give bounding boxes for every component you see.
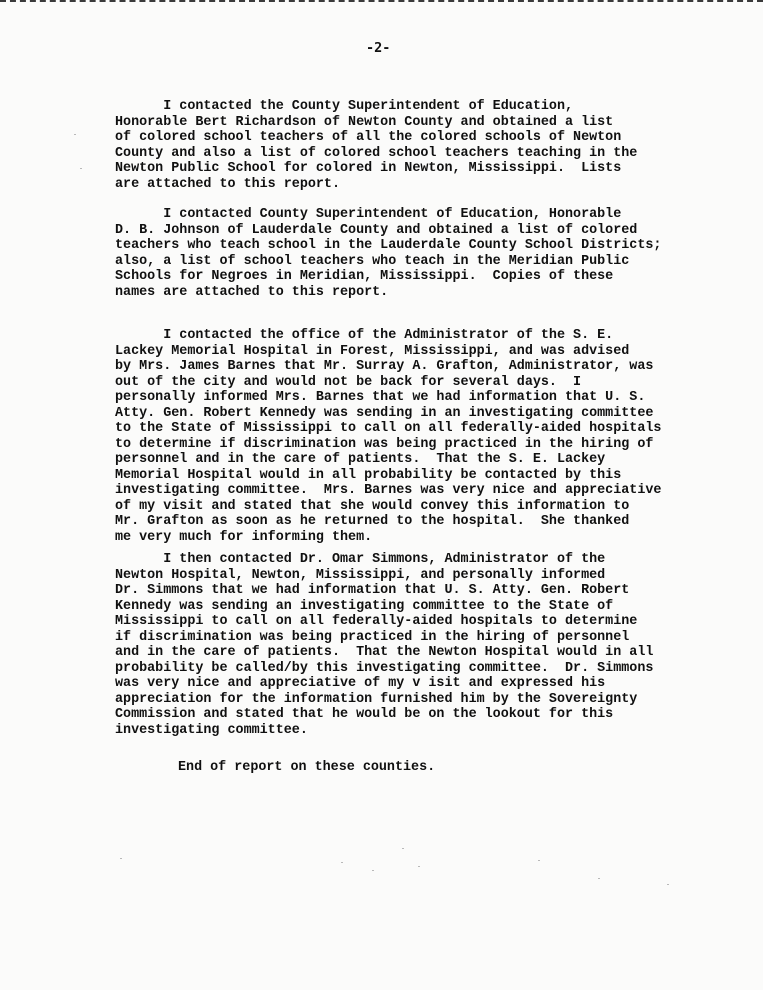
text-line: are attached to this report. [115,176,340,192]
text-line: Honorable Bert Richardson of Newton County and obtained a list [115,114,614,130]
text-line: of my visit and stated that she would convey this information to [115,498,630,514]
text-line: County and also a list of colored school teachers teaching in the [115,145,638,161]
text-line: appreciation for the information furnished him by the Sovereignty [115,691,638,707]
text-line: me very much for informing them. [115,529,373,545]
scan-noise [538,860,540,861]
text-line: I then contacted Dr. Omar Simmons, Administrator of the [115,552,606,567]
text-line: of colored school teachers of all the colored schools of Newton [115,130,622,145]
text-line: investigating committee. [115,722,308,738]
text-line: I contacted the County Superintendent of Education, [115,99,574,114]
text-line: Lackey Memorial Hospital in Forest, Mississippi, and was advised [115,343,630,359]
paragraph-4 [115,552,715,738]
scan-noise [74,134,76,135]
text-line: names are attached to this report. [115,284,389,300]
text-line: to determine if discrimination was being practiced in the hiring of [115,436,654,452]
closing-line: End of report on these counties. [178,760,436,775]
text-line: Dr. Simmons that we had information that U. S. Atty. Gen. Robert [115,583,630,598]
text-line: Atty. Gen. Robert Kennedy was sending in an investigating committee [115,405,654,421]
paragraph-2 [115,207,715,300]
scan-noise [667,884,669,885]
text-line: probability be called/by this investigating committee. Dr. Simmons [115,660,654,676]
text-line: teachers who teach school in the Lauderdale County School Districts; [115,238,662,253]
text-line: personnel and in the care of patients. That the S. E. Lackey [115,452,606,467]
scan-noise [120,858,122,859]
text-line: Newton Hospital, Newton, Mississippi, and personally informed [115,567,606,583]
text-line: Mississippi to call on all federally-aided hospitals to determine [115,614,638,629]
text-line: and in the care of patients. That the Newton Hospital would in all [115,645,654,660]
text-line: I contacted County Superintendent of Education, Honorable [115,207,622,222]
text-line: was very nice and appreciative of my v isit and expressed his [115,676,606,691]
scan-noise [418,866,420,867]
page-number: -2- [366,40,391,56]
paragraph-1 [115,99,715,192]
scan-noise [341,862,343,863]
scan-noise [598,878,600,879]
text-line: D. B. Johnson of Lauderdale County and obtained a list of colored [115,222,638,238]
text-line: Kennedy was sending an investigating committee to the State of [115,598,614,614]
text-line: Mr. Grafton as soon as he returned to the hospital. She thanked [115,514,630,529]
top-border-rule [0,0,763,2]
text-line: also, a list of school teachers who teach in the Meridian Public [115,253,630,269]
text-line: personally informed Mrs. Barnes that we had information that U. S. [115,390,646,405]
text-line: Memorial Hospital would in all probability be contacted by this [115,467,622,483]
text-line: investigating committee. Mrs. Barnes was very nice and appreciative [115,483,662,498]
scan-noise [80,168,82,169]
text-line: to the State of Mississippi to call on all federally-aided hospitals [115,421,662,436]
text-line: by Mrs. James Barnes that Mr. Surray A. Grafton, Administrator, was [115,359,654,374]
text-line: Commission and stated that he would be on the lookout for this [115,707,614,722]
text-line: Schools for Negroes in Meridian, Mississippi. Copies of these [115,269,614,284]
paragraph-3 [115,328,715,545]
text-line: I contacted the office of the Administrator of the S. E. [115,328,614,343]
scan-noise [402,848,404,849]
text-line: out of the city and would not be back for several days. I [115,374,582,390]
text-line: if discrimination was being practiced in the hiring of personnel [115,629,630,645]
scan-noise [372,870,374,871]
text-line: Newton Public School for colored in Newton, Mississippi. Lists [115,161,622,176]
